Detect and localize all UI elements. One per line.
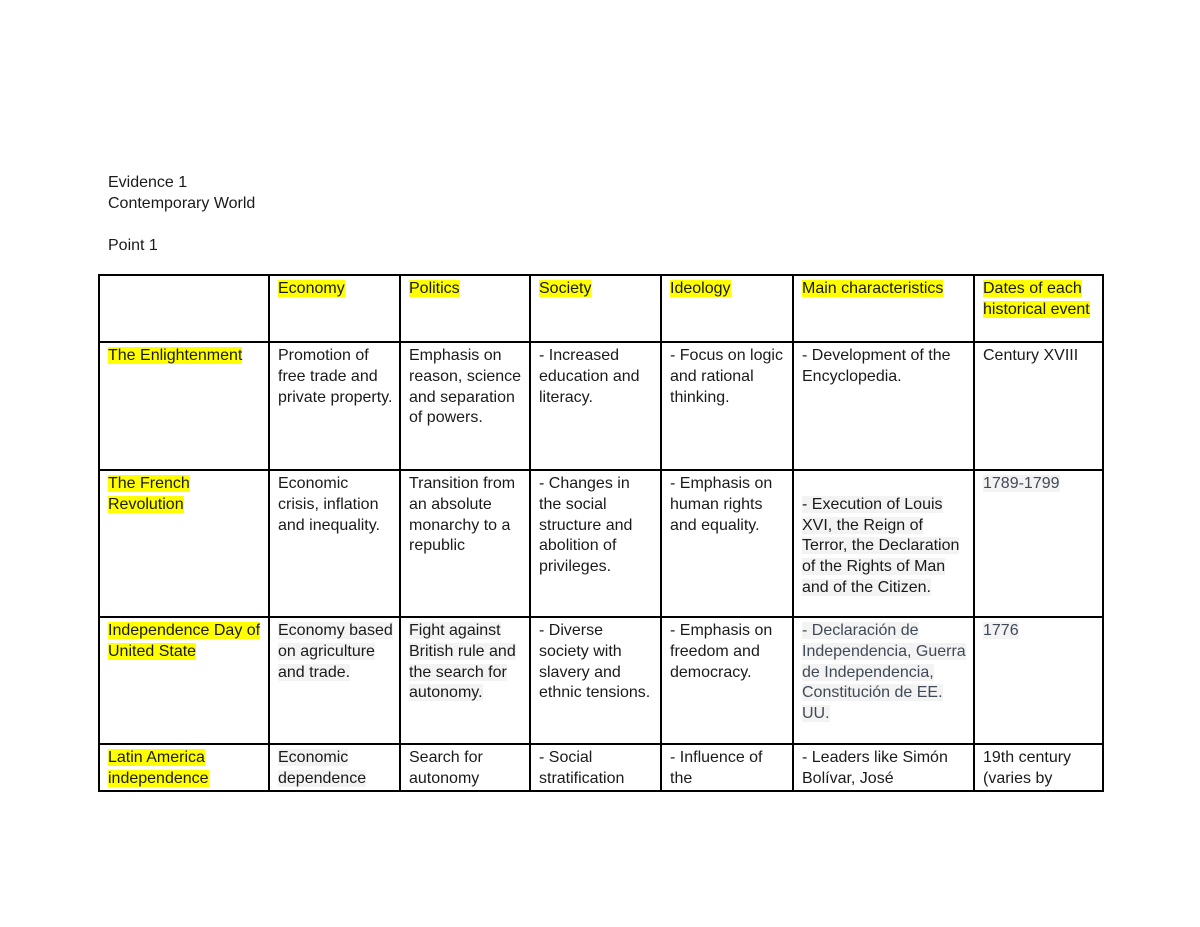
dates-cell: Century XVIII: [974, 342, 1103, 470]
ideology-cell: - Focus on logic and rational thinking.: [661, 342, 793, 470]
main-characteristics-cell: - Execution of Louis XVI, the Reign of Terror, the Declaration of the Rights of Man and of the Citizen.: [793, 470, 974, 617]
event-cell: Latin America independence: [99, 744, 269, 791]
doc-subtitle: Contemporary World: [108, 195, 256, 212]
ideology-cell: - Influence of the: [661, 744, 793, 791]
politics-cell: Transition from an absolute monarchy to a republic: [400, 470, 530, 617]
event-cell: The Enlightenment: [99, 342, 269, 470]
dates-cell: 19th century (varies by: [974, 744, 1103, 791]
society-cell: - Diverse society with slavery and ethnic tensions.: [530, 617, 661, 744]
history-table: [98, 274, 1104, 792]
ideology-cell: - Emphasis on freedom and democracy.: [661, 617, 793, 744]
event-cell: The French Revolution: [99, 470, 269, 617]
dates-cell: 1776: [974, 617, 1103, 744]
header-cell-main-characteristics: Main characteristics: [793, 275, 974, 342]
header-cell-ideology: Ideology: [661, 275, 793, 342]
header-cell-empty: [99, 275, 269, 342]
society-cell: - Increased education and literacy.: [530, 342, 661, 470]
header-cell-politics: Politics: [400, 275, 530, 342]
table-row: [99, 342, 1103, 470]
header-cell-economy: Economy: [269, 275, 400, 342]
politics-cell: Fight against British rule and the search for autonomy.: [400, 617, 530, 744]
main-characteristics-cell: - Declaración de Independencia, Guerra de Independencia, Constitución de EE. UU.: [793, 617, 974, 744]
table-row: [99, 470, 1103, 617]
table-row: [99, 744, 1103, 791]
economy-cell: Economic dependence: [269, 744, 400, 791]
dates-cell: 1789-1799: [974, 470, 1103, 617]
economy-cell: Promotion of free trade and private property.: [269, 342, 400, 470]
header-cell-dates: Dates of each historical event: [974, 275, 1103, 342]
document-header: [108, 172, 255, 256]
main-characteristics-cell: - Leaders like Simón Bolívar, José: [793, 744, 974, 791]
section-label: Point 1: [108, 237, 158, 254]
society-cell: - Social stratification: [530, 744, 661, 791]
economy-cell: Economic crisis, inflation and inequality.: [269, 470, 400, 617]
table-header-row: [99, 275, 1103, 342]
ideology-cell: - Emphasis on human rights and equality.: [661, 470, 793, 617]
politics-cell: Emphasis on reason, science and separation of powers.: [400, 342, 530, 470]
society-cell: - Changes in the social structure and abolition of privileges.: [530, 470, 661, 617]
main-characteristics-cell: - Development of the Encyclopedia.: [793, 342, 974, 470]
blank-line: [802, 474, 967, 495]
header-cell-society: Society: [530, 275, 661, 342]
politics-cell: Search for autonomy: [400, 744, 530, 791]
blank-line: [108, 214, 255, 235]
table-row: [99, 617, 1103, 744]
event-cell: Independence Day of United State: [99, 617, 269, 744]
economy-cell: Economy based on agriculture and trade.: [269, 617, 400, 744]
doc-title: Evidence 1: [108, 174, 188, 191]
